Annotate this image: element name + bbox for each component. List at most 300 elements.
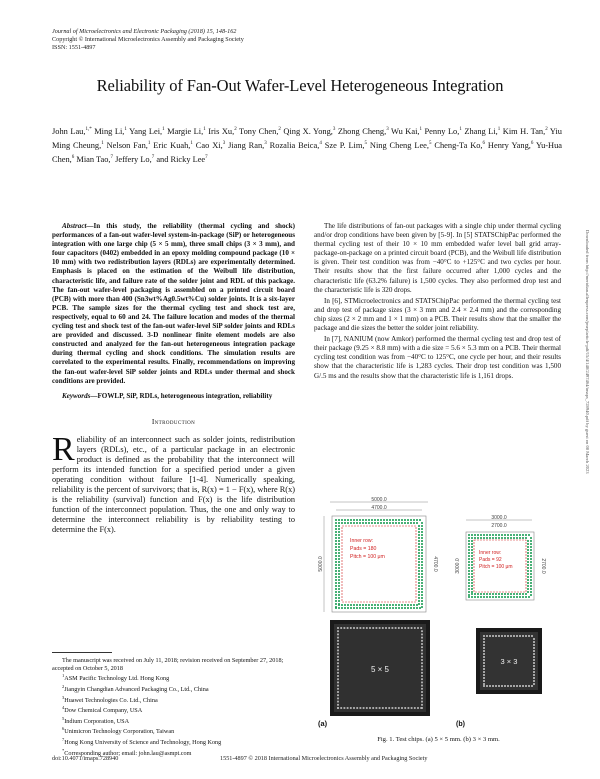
pad [337,707,339,709]
pad [368,519,370,521]
pad [359,604,361,606]
pad [474,593,476,595]
pad [392,604,394,606]
pad [376,707,378,709]
pad [513,635,515,637]
pad [477,593,479,595]
pad [527,564,529,566]
pad [527,549,529,551]
pad [504,593,506,595]
pad [530,537,532,539]
pad [519,593,521,595]
pad [337,646,339,648]
pad [421,704,423,706]
right-paragraph-3: In [7], NANIUM (now Amkor) performed the thermal cycling test and drop test of their package (9.25 × 8.8 mm) with a die size = 5.6 × 5.3 mm on a PCB. Their thermal cycling test condition was from −40°C to 125°C, one cycle per hour, and their results show that the characteristic life is 1,283 cycles. Their drop test condition was 1,500 G/.5 ms and the results show that the characteristic life is 1,161 drops. [314,335,561,380]
pad [421,534,423,536]
pad [530,588,532,590]
pad [527,576,529,578]
pad [362,604,364,606]
pad [483,596,485,598]
pad [501,537,503,539]
pad [380,519,382,521]
pad [483,680,485,682]
pad [468,582,470,584]
pad [530,579,532,581]
affiliation-marker: 5 [62,715,65,721]
author-name: Cao Xi, [192,140,223,150]
right-column [314,222,561,383]
pad [513,537,515,539]
pad [337,698,339,700]
pad [418,597,420,599]
a-label-pitch: Pitch = 100 μm [350,554,385,560]
pad [525,593,527,595]
affiliation-text: Corresponding author; email: john.lau@asmpt.com [64,749,192,757]
pad [418,594,420,596]
pad [350,604,352,606]
pad [337,669,339,671]
pad [531,635,533,637]
pad [388,627,390,629]
pad [501,593,503,595]
pad [338,591,340,593]
author-affiliation-marker: 3 [332,127,336,132]
pad [379,627,381,629]
pad [392,519,394,521]
pad [468,585,470,587]
author-affiliation-marker: 7 [110,155,114,160]
pad [530,540,532,542]
journal-header [52,28,244,53]
pad [421,546,423,548]
pad [404,707,406,709]
pad [350,707,352,709]
pad [353,604,355,606]
pad [418,567,420,569]
pad [338,525,340,527]
author-name: Yang Lei, [126,126,163,136]
doi: doi:10.4071/imaps.728940 [52,755,119,762]
pad [338,573,340,575]
pad [359,607,361,609]
pad [338,567,340,569]
author-name: Sze P. Lim, [321,140,365,150]
pad [498,635,500,637]
pad [468,564,470,566]
author-affiliation-marker: 4 [319,141,322,146]
pad [338,540,340,542]
author-name: John Lau, [52,126,86,136]
author-affiliation-marker: 1 [459,127,462,132]
pad [418,549,420,551]
dim-a-side: 5000.0 [318,556,324,572]
author-name: Jiang Ran, [225,140,265,150]
chip-a-layout [318,497,438,612]
pad [388,707,390,709]
pad [527,558,529,560]
pad [365,604,367,606]
pad [337,704,339,706]
pad [421,666,423,668]
pad [420,627,422,629]
affiliation-marker: 7 [62,737,65,743]
pad [337,701,339,703]
pad [483,647,485,649]
pad [347,519,349,521]
author-name: Zhang Li, [461,126,498,136]
pad [489,534,491,536]
pad [374,519,376,521]
pad [337,675,339,677]
pad [507,537,509,539]
pad [337,630,339,632]
affiliation-marker: 4 [62,705,65,711]
pad [533,644,535,646]
pad [418,531,420,533]
chip-b-size: 3 × 3 [500,657,518,666]
pad [385,707,387,709]
pad [353,519,355,521]
author-name: Rozalia Beica, [266,140,320,150]
author-name: Iris Xu, [205,126,235,136]
pad [533,683,535,685]
right-paragraph-2: In [6], STMicroelectronics and STATSChipPac performed the thermal cycling test and drop test of package sizes (3 × 3 mm and 2.4 × 2.4 mm) and the corresponding chip sizes (2 × 2 mm and 1 × 1 mm) on a PCB. Their results show that the smaller the package and die sizes the better the solder joint reliability. [314,296,561,333]
affiliation-text: Unimicron Technology Corporation, Taiwan [64,728,175,736]
pad [504,537,506,539]
pad [413,522,415,524]
pad [528,534,530,536]
pad [337,672,339,674]
pad [418,582,420,584]
pad [371,519,373,521]
pad [356,519,358,521]
pad [344,604,346,606]
pad [421,691,423,693]
pad [338,534,340,536]
pad [416,522,418,524]
pad [353,707,355,709]
pad [468,570,470,572]
pad [421,634,423,636]
pad [530,549,532,551]
pad [337,627,339,629]
pad [350,627,352,629]
pad [486,537,488,539]
pad [356,607,358,609]
pad [410,607,412,609]
abstract [52,222,295,386]
pad [510,596,512,598]
pad [421,682,423,684]
pad [365,522,367,524]
pad [359,522,361,524]
pad [468,588,470,590]
pad [468,546,470,548]
author-affiliation-marker: 2 [234,127,237,132]
pad [474,534,476,536]
affiliation-text: Huawei Technologies Co. Ltd., China [64,696,158,704]
pad [516,534,518,536]
author-affiliation-marker: 1 [497,127,501,132]
pad [421,659,423,661]
pad [530,594,532,596]
author-name: Tony Chen, [236,126,279,136]
pad [530,573,532,575]
pad [533,680,535,682]
pad [418,588,420,590]
introduction-paragraph [52,430,295,535]
pad [337,685,339,687]
pad [374,604,376,606]
pad [498,685,500,687]
pad [337,666,339,668]
pad [504,685,506,687]
journal-copyright: Copyright © International Microelectronics Assembly and Packaging Society [52,36,244,44]
pad [471,558,473,560]
pad [392,607,394,609]
author-affiliation-marker: 6 [482,141,486,146]
pad [335,534,337,536]
pad [410,522,412,524]
author-name: Ning Cheng Lee, [367,140,429,150]
pad [471,585,473,587]
pad [363,707,365,709]
pad [418,546,420,548]
pad [468,591,470,593]
chip-b-layout [455,515,546,600]
pad [338,528,340,530]
pad [519,534,521,536]
pad [335,585,337,587]
pad [359,519,361,521]
pad [395,607,397,609]
pad [335,579,337,581]
pad [417,707,419,709]
pad [335,564,337,566]
left-column [52,222,295,535]
pad [492,534,494,536]
pad [421,637,423,639]
pad [421,525,423,527]
pad [344,607,346,609]
pad [421,528,423,530]
pad [498,537,500,539]
pad [421,669,423,671]
section-heading-introduction: Introduction [151,416,196,426]
pad [418,525,420,527]
affiliation-marker: 6 [62,726,65,732]
pad [483,534,485,536]
pad [398,522,400,524]
pad [382,707,384,709]
author-list [52,124,562,166]
footnotes [52,652,295,757]
author-name: Zhong Cheng, [335,126,387,136]
pad [338,597,340,599]
pad [468,558,470,560]
pad [525,596,527,598]
pad [421,555,423,557]
pad [418,564,420,566]
pad [519,596,521,598]
pad [504,596,506,598]
pad [418,591,420,593]
author-affiliation-marker: 2 [545,127,548,132]
pad [337,691,339,693]
pad [386,604,388,606]
pad [468,596,470,598]
pad [527,582,529,584]
pad [522,635,524,637]
pad [533,674,535,676]
dim-b-side: 3000.0 [455,558,461,574]
pad [527,570,529,572]
pad [507,685,509,687]
pad [407,607,409,609]
author-affiliation-marker: 1 [147,141,151,146]
pad [421,597,423,599]
affiliation [52,704,295,715]
pad [398,707,400,709]
pad [519,685,521,687]
author-name: Qing X. Yong, [280,126,333,136]
pad [498,596,500,598]
chip-b-photo [476,628,542,694]
pad [525,635,527,637]
pad [471,567,473,569]
pad [350,522,352,524]
pad [421,603,423,605]
pad [377,604,379,606]
pad [504,635,506,637]
issn-footer: 1551-4897 © 2018 International Microelectronics Assembly and Packaging Society [220,755,428,762]
pad [531,685,533,687]
pad [407,519,409,521]
dim-b-side-inner: 2700.0 [540,558,546,574]
pad [398,607,400,609]
pad [468,552,470,554]
pad [421,564,423,566]
pad [407,522,409,524]
author-affiliation-marker: 6 [71,155,75,160]
pad [374,522,376,524]
pad [335,528,337,530]
pad [418,603,420,605]
pad [525,534,527,536]
affiliation-text: Dow Chemical Company, USA [64,707,143,715]
pad [527,567,529,569]
author-name: Henry Yang, [485,140,531,150]
dim-a-side-inner: 4700.0 [432,556,438,572]
author-name: Kim H. Tan, [500,126,546,136]
pad [368,522,370,524]
pad [501,685,503,687]
pad [338,555,340,557]
pad [335,582,337,584]
pad [335,600,337,602]
chip-a-size: 5 × 5 [370,665,390,674]
pad [527,543,529,545]
affiliation [52,683,295,694]
pad [528,685,530,687]
download-note [582,230,592,590]
pad [530,570,532,572]
pad [527,585,529,587]
pad [398,627,400,629]
pad [374,607,376,609]
b-label-pitch: Pitch = 100 μm [479,564,513,570]
pad [418,552,420,554]
pad [386,519,388,521]
pad [489,635,491,637]
pad [344,707,346,709]
pad [421,662,423,664]
pad [353,607,355,609]
pad [501,596,503,598]
pad [338,558,340,560]
author-name: Penny Lo, [422,126,460,136]
pad [418,579,420,581]
author-name: Wu Kai, [388,126,420,136]
keywords-label: Keywords— [62,391,98,400]
figure-test-chips [316,494,561,729]
pad [486,593,488,595]
pad [483,641,485,643]
pad [347,607,349,609]
pad [418,573,420,575]
pad [468,579,470,581]
pad [347,707,349,709]
pad [377,522,379,524]
pad [421,656,423,658]
pad [383,519,385,521]
pad [410,604,412,606]
pad [498,593,500,595]
pad [516,596,518,598]
pad [418,570,420,572]
received-note: The manuscript was received on July 11, 2018; revision received on September 27, 2018; accepted on October 5, 2018 [52,657,284,672]
paper-title: Reliability of Fan-Out Wafer-Level Heterogeneous Integration [96,76,504,95]
pad [338,537,340,539]
pad [338,561,340,563]
pad [401,707,403,709]
pad [486,635,488,637]
pad [468,537,470,539]
pad [338,522,340,524]
pad [335,570,337,572]
pad [383,522,385,524]
pad [527,561,529,563]
pad [471,579,473,581]
pad [418,534,420,536]
pad [395,519,397,521]
author-name: Cheng-Ta Ko, [431,140,483,150]
pad [404,627,406,629]
pad [533,677,535,679]
pad [483,662,485,664]
pad [356,604,358,606]
pad [416,604,418,606]
pad [337,634,339,636]
pad [483,635,485,637]
pad [513,534,515,536]
pad [416,607,418,609]
pad [365,519,367,521]
pad [335,552,337,554]
pad [389,519,391,521]
pad [471,596,473,598]
pad [421,630,423,632]
